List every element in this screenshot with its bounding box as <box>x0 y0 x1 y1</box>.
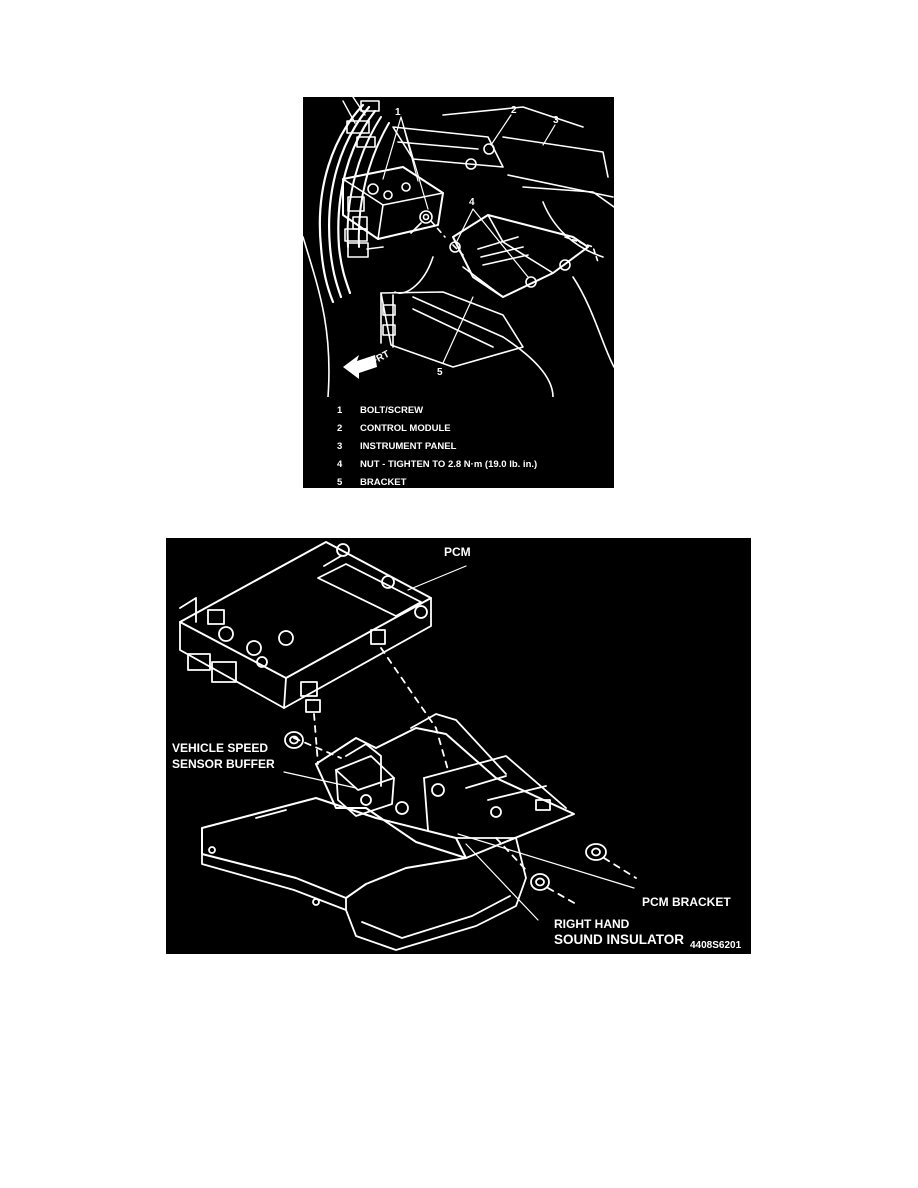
control-module-illustration <box>303 97 614 397</box>
pcm-label: PCM <box>444 545 471 559</box>
pcm-bracket-label: PCM BRACKET <box>642 895 731 909</box>
legend-number: 5 <box>337 477 343 488</box>
callout-4: 4 <box>469 197 475 208</box>
vss-buffer-label-line1: VEHICLE SPEED <box>172 741 269 755</box>
legend-text: CONTROL MODULE <box>360 423 451 434</box>
legend-text: BOLT/SCREW <box>360 405 424 416</box>
legend-number: 1 <box>337 405 343 416</box>
callout-1: 1 <box>395 107 401 118</box>
legend-number: 3 <box>337 441 343 452</box>
pcm-bracket-illustration <box>166 538 751 954</box>
pcm-bracket-figure <box>166 538 751 954</box>
figure-code: 4408S6201 <box>690 940 742 951</box>
callout-3: 3 <box>553 115 559 126</box>
legend-number: 4 <box>337 459 343 470</box>
insulator-label-line1: RIGHT HAND <box>554 917 630 931</box>
legend-text: NUT - TIGHTEN TO 2.8 N·m (19.0 lb. in.) <box>360 459 538 470</box>
callout-2: 2 <box>511 105 517 116</box>
callout-5: 5 <box>437 367 443 378</box>
legend-number: 2 <box>337 423 343 434</box>
legend-text: INSTRUMENT PANEL <box>360 441 457 452</box>
insulator-label-line2: SOUND INSULATOR <box>554 932 685 947</box>
front-direction-label: FRT <box>369 348 392 368</box>
legend-text: BRACKET <box>360 477 407 488</box>
vss-buffer-label-line2: SENSOR BUFFER <box>172 757 275 771</box>
control-module-mounting-figure <box>303 97 614 488</box>
